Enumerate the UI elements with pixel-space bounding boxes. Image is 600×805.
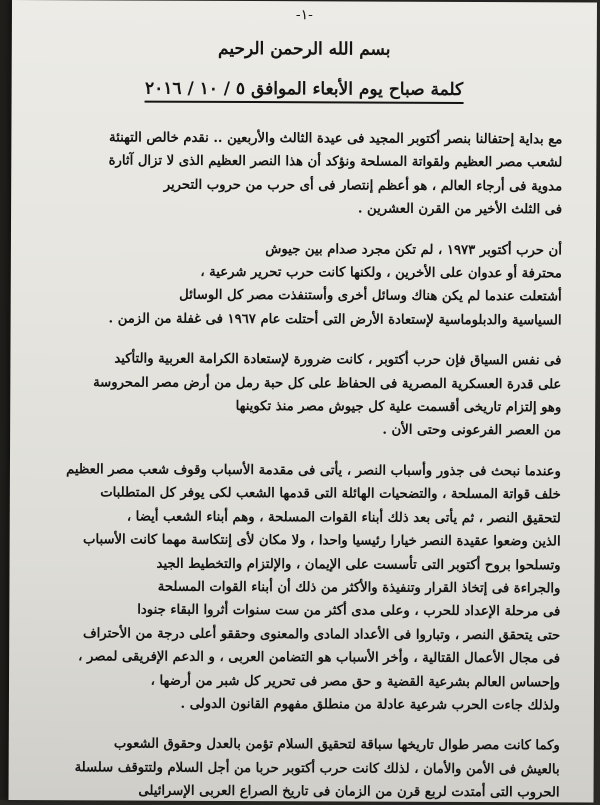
speech-title-text: كلمة صباح يوم الأبعاء الموافق ٥ / ١٠ / ٢٠١٦: [145, 79, 463, 104]
paragraph-4: [37, 458, 561, 718]
text-line: وإحساس العالم بشرعية القضية و حق مصر فى تحرير كل شبر من أرضها ،: [150, 673, 561, 690]
text-line: مع بداية إحتفالنا بنصر أكتوبر المجيد فى عيدة الثالث والأربعين .. نقدم خالص التهنئة: [109, 130, 563, 148]
text-line: مدوية فى أرجاء العالم ، هو أعظم إنتصار فى أى حرب من حروب التحرير: [163, 177, 563, 195]
basmala-heading: بسم الله الرحمن الرحيم: [218, 38, 391, 60]
text-line: من العصر الفرعونى وحتى الأن .: [382, 423, 562, 439]
speech-body: [36, 126, 562, 805]
text-line: فى مجال الأعمال القتالية ، وأخر الأسباب هو التضامن العربى ، و الدعم الإفريقى لمصر ،: [78, 649, 561, 667]
paragraph-1: [39, 126, 562, 222]
text-line: على قدرة العسكرية المصرية فى الحفاظ على كل حبة رمل من أرض مصر المحروسة: [93, 375, 562, 393]
text-line: وتسلحوا بروح أكتوبر التى تأسست على الإيمان ، والإلتزام والتخطيط الجيد: [156, 556, 561, 573]
text-line: ولذلك جاءت الحرب شرعية عادلة من منطلق مفهوم القانون الدولى .: [180, 696, 560, 714]
text-line: لشعب مصر العظيم ولقواتة المسلحة ونؤكد أن هذا النصر العظيم الذى لا تزال آثارة: [108, 153, 563, 171]
text-line: الذين وضعوا عقيدة النصر خيارا رئيسيا واحدا ، ولا مكان لأى إنتكاسة مهما كانت الأسباب: [83, 532, 561, 550]
document-page: [9, 0, 597, 803]
text-line: وكما كانت مصر طوال تاريخها سباقة لتحقيق السلام تؤمن بالعدل وحقوق الشعوب: [113, 736, 560, 754]
text-line: فى مرحلة الإعداد للحرب ، وعلى مدى أكثر من ست سنوات أثروا البقاء جنودا: [137, 602, 561, 620]
speech-title: [12, 78, 597, 101]
page-number: -١-: [295, 7, 313, 24]
text-line: فى الثلث الأخير من القرن العشرين .: [357, 201, 563, 218]
text-line: بالعيش فى الأمن والأمان ، لذلك كانت حرب أكتوبر حربا من أجل السلام ولتتوقف سلسلة: [74, 760, 560, 778]
text-line: السياسية والدبلوماسية لإستعادة الأرض التى أحتلت عام ١٩٦٧ فى غفلة من الزمن .: [108, 311, 562, 329]
text-line: لتحقيق النصر ، ثم يأتى بعد ذلك أبناء القوات المسلحة ، وهم أبناء الشعب أيضا ،: [126, 509, 561, 527]
paragraph-2: [39, 237, 562, 333]
text-line: أن حرب أكتوبر ١٩٧٣ ، لم تكن مجرد صدام بين جيوش: [265, 241, 562, 259]
paragraph-5: [36, 732, 559, 805]
text-line: والجراءة فى إتخاذ القرار وتنفيذة والأكثر من ذلك أن أبناء القوات المسلحة: [157, 579, 561, 597]
text-line: الحروب التى أمتدت لربع قرن من الزمان فى تاريخ الصراع العربى الإسرائيلى: [138, 783, 560, 801]
text-line: وهو إلتزام تاريخى أقسمت علية كل جيوش مصر منذ تكوينها: [235, 399, 562, 416]
text-line: حتى يتحقق النصر ، وتباروا فى الأعداد المادى والمعنوى وحققو أعلى درجة من الأحتراف: [82, 626, 561, 644]
paragraph-3: [38, 347, 561, 443]
text-line: خلف قواتة المسلحة ، والتضحيات الهائلة التى قدمها الشعب لكى يوفر كل المتطلبات: [100, 485, 561, 503]
text-line: فى نفس السياق فإن حرب أكتوبر ، كانت ضرورة لإستعادة الكرامة العربية والتأكيد: [114, 351, 562, 369]
text-line: أشتعلت عندما لم يكن هناك وسائل أخرى وأستنفذت مصر كل الوسائل: [179, 288, 562, 305]
text-line: وعندما نبحث فى جذور وأسباب النصر ، يأتى فى مقدمة الأسباب وقوف شعب مصر العظيم: [66, 462, 561, 480]
text-line: محترفة أو عدوان على الأخرين ، ولكنها كانت حرب تحرير شرعية ،: [200, 264, 562, 282]
